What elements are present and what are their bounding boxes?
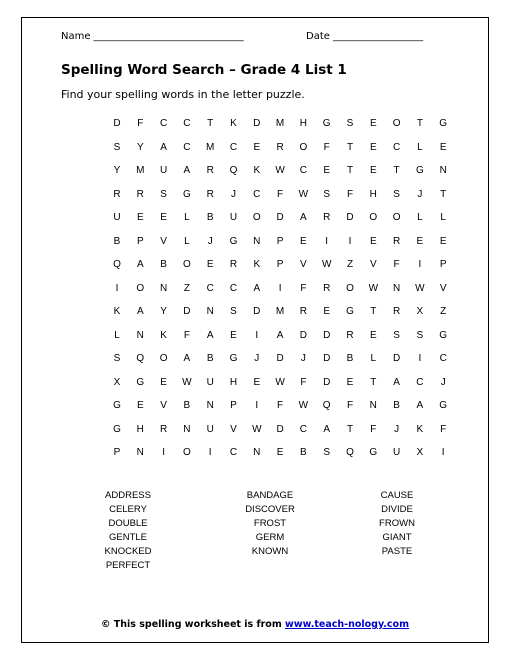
date-line: Date __________________ — [306, 31, 424, 42]
puzzle-letter: L — [184, 212, 190, 223]
puzzle-letter: K — [253, 165, 261, 176]
puzzle-letter: E — [300, 235, 307, 247]
puzzle-letter: A — [276, 329, 284, 341]
puzzle-letter: D — [276, 212, 284, 223]
puzzle-letter: O — [369, 212, 378, 223]
spelling-word: DIVIDE — [381, 504, 413, 515]
puzzle-letter: G — [346, 306, 354, 317]
puzzle-letter: C — [392, 141, 401, 153]
puzzle-letter: T — [346, 141, 354, 153]
puzzle-letter: F — [346, 188, 354, 200]
puzzle-letter: N — [369, 400, 377, 411]
puzzle-letter: D — [276, 423, 284, 435]
puzzle-letter: E — [323, 165, 331, 176]
puzzle-letter: O — [252, 212, 261, 223]
puzzle-letter: F — [370, 423, 377, 435]
puzzle-letter: V — [160, 235, 167, 247]
puzzle-letter: O — [136, 282, 145, 294]
puzzle-letter: E — [160, 376, 167, 388]
puzzle-letter: T — [346, 423, 354, 435]
puzzle-letter: D — [323, 353, 331, 364]
puzzle-letter: B — [206, 353, 214, 364]
puzzle-letter: R — [206, 165, 214, 176]
puzzle-letter: G — [439, 329, 448, 341]
puzzle-letter: W — [298, 188, 309, 200]
puzzle-letter: P — [276, 259, 284, 270]
puzzle-letter: H — [229, 376, 238, 388]
puzzle-letter: X — [416, 447, 424, 458]
puzzle-letter: G — [439, 118, 448, 129]
puzzle-letter: U — [206, 423, 214, 435]
puzzle-letter: E — [136, 400, 144, 411]
puzzle-letter: B — [206, 212, 214, 223]
puzzle-letter: N — [159, 282, 168, 294]
puzzle-letter: C — [416, 376, 424, 388]
puzzle-letter: D — [113, 118, 121, 129]
spelling-word: KNOWN — [251, 546, 289, 557]
puzzle-letter: V — [369, 259, 377, 270]
puzzle-letter: K — [416, 423, 424, 435]
puzzle-letter: C — [183, 118, 191, 129]
puzzle-letter: W — [275, 376, 285, 388]
puzzle-letter: Q — [113, 259, 121, 270]
puzzle-letter: C — [253, 188, 261, 200]
spelling-word: ADDRESS — [105, 490, 151, 501]
puzzle-letter: G — [322, 118, 331, 129]
puzzle-letter: G — [416, 165, 424, 176]
puzzle-letter: I — [325, 235, 329, 247]
puzzle-letter: T — [207, 118, 214, 129]
puzzle-letter: K — [230, 118, 237, 129]
spelling-word: BANDAGE — [246, 490, 294, 501]
puzzle-letter: E — [369, 329, 377, 341]
puzzle-letter: B — [393, 400, 400, 411]
puzzle-letter: I — [441, 447, 445, 458]
puzzle-letter: R — [392, 235, 401, 247]
puzzle-letter: R — [346, 329, 354, 341]
puzzle-letter: D — [323, 376, 331, 388]
puzzle-letter: N — [183, 423, 191, 435]
puzzle-letter: F — [183, 329, 190, 341]
puzzle-letter: R — [392, 306, 401, 317]
puzzle-letter: E — [416, 235, 424, 247]
puzzle-letter: W — [252, 423, 262, 435]
spelling-word: FROST — [253, 518, 287, 529]
puzzle-letter: R — [159, 423, 168, 435]
puzzle-letter: W — [415, 282, 425, 294]
worksheet-title: Spelling Word Search – Grade 4 List 1 — [61, 62, 347, 78]
puzzle-letter: L — [184, 235, 190, 247]
puzzle-letter: W — [182, 376, 192, 388]
puzzle-letter: M — [275, 306, 285, 317]
name-line: Name ______________________________ — [61, 31, 244, 42]
puzzle-letter: C — [229, 447, 238, 458]
puzzle-letter: F — [277, 400, 284, 411]
puzzle-letter: N — [206, 306, 214, 317]
puzzle-letter: I — [348, 235, 352, 247]
spelling-word: DOUBLE — [108, 518, 148, 529]
puzzle-letter: K — [160, 329, 167, 341]
puzzle-letter: S — [230, 306, 237, 317]
puzzle-letter: S — [113, 353, 121, 364]
puzzle-letter: L — [114, 329, 120, 341]
puzzle-letter: E — [230, 329, 237, 341]
footer-credit — [0, 619, 510, 630]
puzzle-letter: R — [323, 282, 331, 294]
puzzle-letter: D — [346, 212, 354, 223]
puzzle-letter: R — [276, 141, 284, 153]
spelling-word: PERFECT — [105, 560, 151, 571]
puzzle-letter: N — [253, 447, 261, 458]
puzzle-letter: Y — [113, 165, 121, 176]
puzzle-letter: M — [206, 141, 215, 153]
puzzle-letter: Z — [346, 259, 354, 270]
puzzle-letter: V — [439, 282, 447, 294]
puzzle-letter: W — [321, 259, 332, 270]
puzzle-letter: I — [278, 282, 282, 294]
puzzle-letter: T — [346, 165, 354, 176]
spelling-word: GENTLE — [108, 532, 147, 543]
puzzle-letter: P — [230, 400, 237, 411]
puzzle-letter: C — [159, 118, 168, 129]
spelling-word: FROWN — [379, 518, 415, 529]
puzzle-letter: F — [277, 188, 284, 200]
puzzle-letter: T — [370, 376, 377, 388]
puzzle-letter: S — [323, 188, 331, 200]
puzzle-letter: A — [183, 353, 191, 364]
puzzle-letter: J — [417, 188, 423, 200]
puzzle-letter: C — [229, 141, 238, 153]
puzzle-letter: B — [113, 235, 121, 247]
puzzle-letter: O — [183, 259, 191, 270]
puzzle-letter: T — [440, 188, 447, 200]
puzzle-letter: N — [392, 282, 401, 294]
puzzle-letter: E — [369, 165, 377, 176]
puzzle-letter: I — [255, 329, 259, 341]
puzzle-letter: J — [440, 376, 446, 388]
puzzle-letter: I — [418, 353, 422, 364]
puzzle-letter: F — [440, 423, 447, 435]
puzzle-letter: F — [393, 259, 400, 270]
puzzle-letter: O — [392, 118, 401, 129]
puzzle-letter: Z — [440, 306, 447, 317]
puzzle-letter: Y — [136, 141, 144, 153]
puzzle-letter: S — [323, 447, 331, 458]
puzzle-letter: J — [300, 353, 306, 364]
spelling-word: CELERY — [109, 504, 147, 515]
puzzle-letter: F — [137, 118, 144, 129]
puzzle-letter: P — [113, 447, 121, 458]
puzzle-letter: U — [206, 376, 214, 388]
puzzle-letter: E — [346, 376, 354, 388]
puzzle-letter: N — [439, 165, 447, 176]
puzzle-letter: V — [160, 400, 167, 411]
puzzle-letter: C — [439, 353, 447, 364]
puzzle-letter: L — [417, 212, 423, 223]
puzzle-letter: A — [206, 329, 214, 341]
puzzle-letter: E — [253, 376, 261, 388]
puzzle-letter: T — [416, 118, 423, 129]
puzzle-letter: L — [417, 141, 423, 153]
puzzle-letter: G — [229, 353, 238, 364]
puzzle-letter: R — [299, 306, 307, 317]
puzzle-letter: R — [206, 188, 214, 200]
puzzle-letter: R — [113, 188, 121, 200]
puzzle-letter: W — [298, 400, 309, 411]
puzzle-letter: E — [136, 212, 144, 223]
puzzle-letter: A — [183, 165, 191, 176]
puzzle-letter: C — [299, 423, 307, 435]
puzzle-letter: L — [440, 212, 446, 223]
puzzle-letter: D — [253, 306, 261, 317]
puzzle-letter: A — [136, 306, 144, 317]
spelling-word: CAUSE — [380, 490, 414, 501]
puzzle-letter: E — [369, 235, 377, 247]
puzzle-letter: N — [136, 329, 144, 341]
puzzle-letter: A — [300, 212, 307, 223]
puzzle-letter: B — [346, 353, 354, 364]
puzzle-letter: N — [136, 447, 144, 458]
puzzle-letter: A — [323, 423, 331, 435]
puzzle-letter: Q — [229, 165, 238, 176]
puzzle-letter: B — [300, 447, 307, 458]
puzzle-letter: S — [346, 118, 354, 129]
puzzle-letter: K — [113, 306, 121, 317]
puzzle-letter: G — [229, 235, 238, 247]
puzzle-letter: U — [229, 212, 238, 223]
puzzle-letter: C — [183, 141, 191, 153]
spelling-word: GERM — [255, 532, 285, 543]
puzzle-letter: Z — [183, 282, 190, 294]
spelling-word: DISCOVER — [245, 504, 295, 515]
puzzle-letter: I — [418, 259, 422, 270]
puzzle-letter: W — [275, 165, 285, 176]
puzzle-letter: T — [370, 306, 377, 317]
puzzle-letter: O — [299, 141, 308, 153]
puzzle-letter: E — [276, 447, 284, 458]
puzzle-letter: J — [231, 188, 236, 200]
spelling-word: PASTE — [381, 546, 413, 557]
puzzle-letter: P — [276, 235, 284, 247]
puzzle-letter: A — [136, 259, 144, 270]
puzzle-letter: B — [183, 400, 191, 411]
puzzle-letter: G — [113, 400, 121, 411]
puzzle-letter: N — [253, 235, 261, 247]
puzzle-letter: U — [392, 447, 401, 458]
puzzle-letter: E — [323, 306, 331, 317]
puzzle-letter: G — [113, 423, 121, 435]
puzzle-letter: G — [369, 447, 378, 458]
puzzle-letter: R — [229, 259, 238, 270]
puzzle-letter: O — [392, 212, 401, 223]
puzzle-letter: E — [439, 141, 447, 153]
puzzle-letter: W — [368, 282, 379, 294]
puzzle-letter: Q — [322, 400, 331, 411]
puzzle-letter: L — [370, 353, 377, 364]
puzzle-letter: I — [115, 282, 119, 294]
puzzle-letter: D — [299, 329, 307, 341]
puzzle-letter: X — [416, 306, 424, 317]
puzzle-letter: I — [255, 400, 259, 411]
puzzle-letter: C — [229, 282, 238, 294]
puzzle-letter: D — [323, 329, 331, 341]
puzzle-letter: B — [160, 259, 167, 270]
puzzle-letter: F — [300, 376, 307, 388]
puzzle-letter: Q — [346, 447, 354, 458]
puzzle-letter: J — [394, 423, 400, 435]
puzzle-letter: X — [113, 376, 121, 388]
puzzle-letter: Q — [136, 353, 145, 364]
puzzle-letter: I — [162, 447, 165, 458]
puzzle-letter: G — [136, 376, 145, 388]
puzzle-letter: F — [346, 400, 354, 411]
puzzle-letter: E — [160, 212, 167, 223]
puzzle-letter: K — [253, 259, 261, 270]
puzzle-letter: S — [160, 188, 167, 200]
puzzle-letter: S — [393, 188, 400, 200]
puzzle-letter: N — [206, 400, 214, 411]
puzzle-letter: D — [392, 353, 401, 364]
puzzle-letter: H — [136, 423, 144, 435]
puzzle-letter: M — [275, 118, 285, 129]
spelling-word: GIANT — [382, 532, 412, 543]
puzzle-letter: O — [159, 353, 168, 364]
puzzle-letter: R — [323, 212, 331, 223]
puzzle-letter: V — [230, 423, 237, 435]
puzzle-letter: P — [136, 235, 144, 247]
puzzle-letter: U — [113, 212, 121, 223]
puzzle-letter: E — [206, 259, 214, 270]
puzzle-letter: O — [183, 447, 191, 458]
puzzle-letter: R — [136, 188, 144, 200]
puzzle-letter: D — [276, 353, 284, 364]
puzzle-letter: S — [416, 329, 424, 341]
puzzle-letter: H — [299, 118, 307, 129]
puzzle-letter: G — [183, 188, 191, 200]
puzzle-letter: S — [113, 141, 121, 153]
puzzle-letter: V — [300, 259, 307, 270]
puzzle-letter: P — [439, 259, 447, 270]
puzzle-letter: D — [183, 306, 191, 317]
puzzle-letter: I — [208, 447, 212, 458]
puzzle-letter: A — [393, 376, 400, 388]
puzzle-letter: E — [369, 141, 377, 153]
puzzle-letter: F — [323, 141, 330, 153]
puzzle-letter: E — [369, 118, 377, 129]
puzzle-letter: A — [253, 282, 261, 294]
puzzle-letter: J — [254, 353, 260, 364]
puzzle-letter: H — [369, 188, 377, 200]
footer-text: © This spelling worksheet is from — [101, 619, 286, 630]
puzzle-letter: T — [393, 165, 400, 176]
spelling-word: KNOCKED — [104, 546, 152, 557]
puzzle-letter: M — [136, 165, 145, 176]
puzzle-letter: J — [207, 235, 213, 247]
puzzle-letter: E — [253, 141, 261, 153]
instructions: Find your spelling words in the letter puzzle. — [61, 88, 305, 101]
puzzle-letter: Y — [160, 306, 167, 317]
puzzle-letter: G — [439, 400, 448, 411]
puzzle-letter: S — [393, 329, 400, 341]
puzzle-letter: U — [159, 165, 168, 176]
puzzle-letter: C — [206, 282, 214, 294]
footer-link[interactable]: www.teach-nology.com — [285, 619, 409, 630]
puzzle-letter: A — [160, 141, 167, 153]
puzzle-letter: D — [253, 118, 261, 129]
puzzle-letter: E — [439, 235, 447, 247]
puzzle-letter: A — [416, 400, 424, 411]
puzzle-letter: O — [346, 282, 354, 294]
puzzle-letter: C — [299, 165, 307, 176]
puzzle-letter: F — [300, 282, 307, 294]
